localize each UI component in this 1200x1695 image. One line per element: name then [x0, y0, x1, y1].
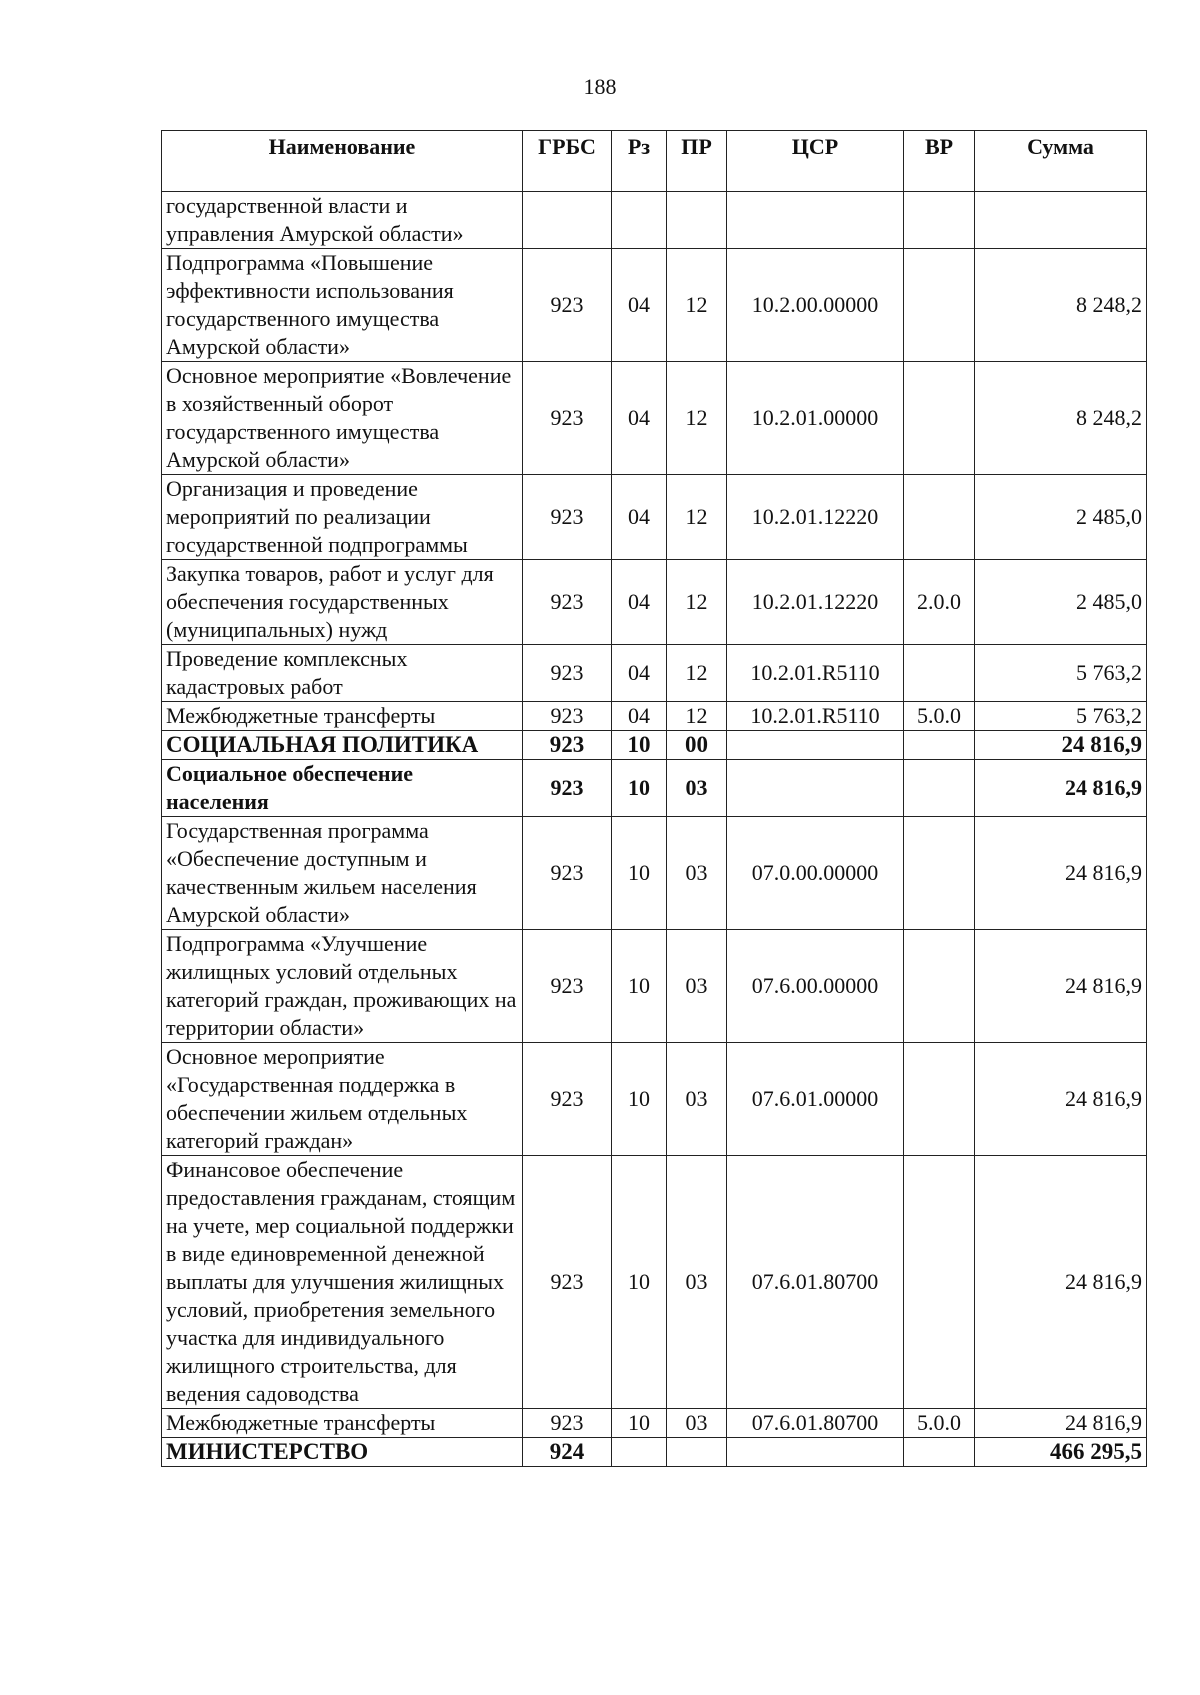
cell-sum: 24 816,9 — [975, 1156, 1147, 1409]
table-row — [162, 760, 1147, 817]
table-row — [162, 362, 1147, 475]
cell-csr: 10.2.01.R5110 — [727, 645, 904, 702]
cell-sum: 24 816,9 — [975, 930, 1147, 1043]
table-row — [162, 249, 1147, 362]
cell-pr: 12 — [667, 249, 727, 362]
header-sum: Сумма — [975, 131, 1147, 192]
cell-grbs: 923 — [523, 1156, 612, 1409]
header-pr: ПР — [667, 131, 727, 192]
cell-sum: 8 248,2 — [975, 362, 1147, 475]
table-row — [162, 731, 1147, 760]
cell-csr: 07.6.01.80700 — [727, 1409, 904, 1438]
cell-rz: 10 — [612, 817, 667, 930]
cell-pr: 00 — [667, 731, 727, 760]
cell-sum: 5 763,2 — [975, 702, 1147, 731]
cell-name: Государственная программа «Обеспечение доступным и качественным жильем населения Амурской области» — [162, 817, 523, 930]
cell-csr — [727, 1438, 904, 1467]
cell-rz: 04 — [612, 475, 667, 560]
cell-name: Финансовое обеспечение предоставления гражданам, стоящим на учете, мер социальной поддержки в виде единовременной денежной выплаты для улучшения жилищных условий, приобретения земельного участка для индивидуального жилищного строительства, для ведения садоводства — [162, 1156, 523, 1409]
cell-sum: 24 816,9 — [975, 1409, 1147, 1438]
cell-grbs: 923 — [523, 560, 612, 645]
cell-pr: 12 — [667, 362, 727, 475]
cell-name: Межбюджетные трансферты — [162, 702, 523, 731]
cell-pr — [667, 1438, 727, 1467]
cell-csr: 07.6.00.00000 — [727, 930, 904, 1043]
table-row — [162, 645, 1147, 702]
cell-name: Проведение комплексных кадастровых работ — [162, 645, 523, 702]
cell-pr: 03 — [667, 817, 727, 930]
cell-grbs — [523, 192, 612, 249]
cell-vr: 2.0.0 — [904, 560, 975, 645]
header-name: Наименование — [162, 131, 523, 192]
cell-grbs: 923 — [523, 702, 612, 731]
cell-csr: 10.2.00.00000 — [727, 249, 904, 362]
cell-pr — [667, 192, 727, 249]
cell-pr: 12 — [667, 645, 727, 702]
cell-grbs: 923 — [523, 930, 612, 1043]
cell-csr: 07.6.01.00000 — [727, 1043, 904, 1156]
cell-name: Закупка товаров, работ и услуг для обеспечения государственных (муниципальных) нужд — [162, 560, 523, 645]
cell-rz: 10 — [612, 731, 667, 760]
cell-vr — [904, 1438, 975, 1467]
cell-rz: 04 — [612, 645, 667, 702]
cell-pr: 03 — [667, 1409, 727, 1438]
cell-rz — [612, 1438, 667, 1467]
cell-sum: 466 295,5 — [975, 1438, 1147, 1467]
page-number: 188 — [583, 74, 617, 99]
cell-name: Подпрограмма «Повышение эффективности использования государственного имущества Амурской области» — [162, 249, 523, 362]
cell-grbs: 923 — [523, 817, 612, 930]
cell-csr: 10.2.01.12220 — [727, 560, 904, 645]
cell-rz: 10 — [612, 1409, 667, 1438]
cell-vr — [904, 475, 975, 560]
cell-rz: 10 — [612, 1156, 667, 1409]
cell-rz: 10 — [612, 1043, 667, 1156]
cell-sum: 24 816,9 — [975, 760, 1147, 817]
cell-vr — [904, 249, 975, 362]
cell-rz: 04 — [612, 362, 667, 475]
cell-sum — [975, 192, 1147, 249]
cell-sum: 24 816,9 — [975, 1043, 1147, 1156]
cell-pr: 03 — [667, 1156, 727, 1409]
table-row — [162, 1156, 1147, 1409]
table-row — [162, 475, 1147, 560]
cell-rz: 10 — [612, 760, 667, 817]
cell-csr — [727, 731, 904, 760]
cell-vr — [904, 930, 975, 1043]
cell-name: МИНИСТЕРСТВО — [162, 1438, 523, 1467]
header-vr: ВР — [904, 131, 975, 192]
table-row — [162, 817, 1147, 930]
cell-csr: 10.2.01.12220 — [727, 475, 904, 560]
cell-name: Организация и проведение мероприятий по реализации государственной подпрограммы — [162, 475, 523, 560]
cell-pr: 12 — [667, 560, 727, 645]
cell-grbs: 923 — [523, 760, 612, 817]
cell-pr: 03 — [667, 1043, 727, 1156]
cell-rz: 04 — [612, 560, 667, 645]
cell-rz: 04 — [612, 249, 667, 362]
header-grbs: ГРБС — [523, 131, 612, 192]
cell-grbs: 923 — [523, 475, 612, 560]
cell-grbs: 923 — [523, 645, 612, 702]
cell-csr — [727, 760, 904, 817]
cell-grbs: 924 — [523, 1438, 612, 1467]
cell-grbs: 923 — [523, 249, 612, 362]
cell-pr: 12 — [667, 475, 727, 560]
budget-table — [161, 130, 1147, 1467]
header-row — [162, 131, 1147, 192]
cell-vr — [904, 817, 975, 930]
header-rz: Рз — [612, 131, 667, 192]
cell-grbs: 923 — [523, 731, 612, 760]
table-row — [162, 702, 1147, 731]
cell-csr: 07.0.00.00000 — [727, 817, 904, 930]
cell-pr: 03 — [667, 930, 727, 1043]
table-row — [162, 192, 1147, 249]
cell-name: Социальное обеспечение населения — [162, 760, 523, 817]
cell-vr — [904, 192, 975, 249]
cell-vr — [904, 1156, 975, 1409]
table-row — [162, 560, 1147, 645]
cell-vr — [904, 362, 975, 475]
cell-name: государственной власти и управления Амурской области» — [162, 192, 523, 249]
cell-name: СОЦИАЛЬНАЯ ПОЛИТИКА — [162, 731, 523, 760]
cell-sum: 24 816,9 — [975, 817, 1147, 930]
cell-grbs: 923 — [523, 362, 612, 475]
cell-sum: 2 485,0 — [975, 475, 1147, 560]
table-row — [162, 1438, 1147, 1467]
table-row — [162, 1043, 1147, 1156]
cell-vr — [904, 731, 975, 760]
cell-vr: 5.0.0 — [904, 702, 975, 731]
header-csr: ЦСР — [727, 131, 904, 192]
cell-pr: 03 — [667, 760, 727, 817]
cell-csr: 07.6.01.80700 — [727, 1156, 904, 1409]
cell-pr: 12 — [667, 702, 727, 731]
cell-name: Подпрограмма «Улучшение жилищных условий отдельных категорий граждан, проживающих на территории области» — [162, 930, 523, 1043]
table-row — [162, 930, 1147, 1043]
cell-name: Основное мероприятие «Вовлечение в хозяйственный оборот государственного имущества Амурской области» — [162, 362, 523, 475]
cell-sum: 2 485,0 — [975, 560, 1147, 645]
cell-name: Межбюджетные трансферты — [162, 1409, 523, 1438]
cell-csr — [727, 192, 904, 249]
cell-grbs: 923 — [523, 1043, 612, 1156]
cell-sum: 8 248,2 — [975, 249, 1147, 362]
cell-csr: 10.2.01.R5110 — [727, 702, 904, 731]
cell-sum: 5 763,2 — [975, 645, 1147, 702]
cell-grbs: 923 — [523, 1409, 612, 1438]
cell-vr — [904, 645, 975, 702]
cell-sum: 24 816,9 — [975, 731, 1147, 760]
table-row — [162, 1409, 1147, 1438]
cell-vr — [904, 1043, 975, 1156]
cell-vr — [904, 760, 975, 817]
cell-rz: 04 — [612, 702, 667, 731]
cell-rz: 10 — [612, 930, 667, 1043]
cell-csr: 10.2.01.00000 — [727, 362, 904, 475]
cell-name: Основное мероприятие «Государственная поддержка в обеспечении жильем отдельных категорий граждан» — [162, 1043, 523, 1156]
cell-rz — [612, 192, 667, 249]
cell-vr: 5.0.0 — [904, 1409, 975, 1438]
